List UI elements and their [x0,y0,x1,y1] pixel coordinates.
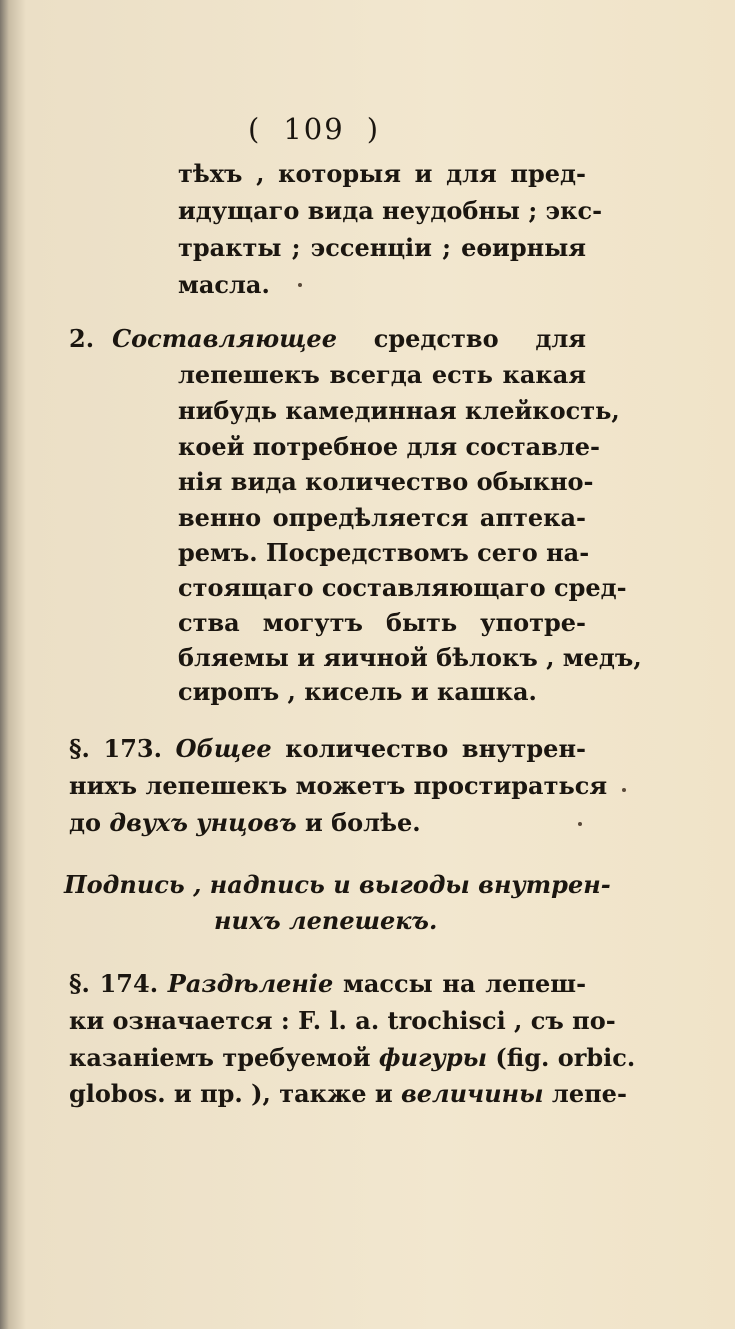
text-line: ремъ. Посредствомъ сего на- [178,538,590,567]
section-heading-line: нихъ лепешекъ. [214,906,438,935]
text-line: масла. [178,270,270,299]
ink-speck [622,788,626,792]
text-line: нія вида количество обыкно- [178,467,594,496]
paren-open: ( [248,112,262,146]
italic-term: фигуры [378,1043,488,1072]
text-line: ки означается : F. l. a. trochisci , съ по- [69,1006,616,1035]
text-line: идущаго вида неудобны ; экс- [178,196,603,225]
paren-close: ) [366,112,381,146]
text-segment: до [69,808,102,837]
text-line: ства могутъ быть употре- [178,608,586,637]
text-line: бляемы и яичной бѣлокъ , медъ, [178,643,642,672]
text-line: лепешекъ всегда есть какая [178,360,586,389]
text-line: тракты ; эссенціи ; еѳирныя [178,233,586,262]
section-174-first-line [69,970,586,998]
text-segment: и болѣе. [305,808,421,837]
section-mark: §. 174. [69,969,159,998]
section-mark: §. 173. [69,734,162,763]
text-line: нибудь камединная клейкость, [178,396,620,425]
ink-speck [578,822,582,826]
item-number: 2. [69,324,95,353]
text-line: коей потребное для составле- [178,432,600,461]
text-line: нихъ лепешекъ можетъ простираться [69,771,608,800]
section-173-first-line [69,735,586,763]
section-174-line-4 [69,1079,627,1108]
text-segment: (fig. orbic. [495,1043,636,1072]
text-line: тѣхъ , которыя и для пред- [178,159,586,188]
text-segment: лепе- [551,1079,627,1108]
text-segment: казаніемъ требуемой [69,1043,371,1072]
text-line: стоящаго составляющаго сред- [178,573,627,602]
item-lead-term: Составляющее [112,324,337,353]
section-174-line-3 [69,1043,636,1072]
item-line-rest: средство для [373,324,586,353]
ink-speck [298,283,302,287]
section-173-last-line [69,809,586,837]
text-segment: globos. и пр. ), также и [69,1079,393,1108]
section-lead-term: Раздѣленіе [167,969,334,998]
section-line-rest: массы на лепеш- [343,969,587,998]
item-2-first-line [69,325,586,353]
section-line-rest: количество внутрен- [285,734,586,763]
italic-term: двухъ унцовъ [109,808,297,837]
section-heading-line: Подпись , надпись и выгоды внутрен- [64,870,611,899]
page-header [248,112,380,146]
italic-term: величины [400,1079,544,1108]
text-line: венно опредѣляется аптека- [178,503,586,532]
section-lead-term: Общее [175,734,272,763]
text-line: сиропъ , кисель и кашка. [178,677,537,706]
page-number: 109 [283,112,345,146]
